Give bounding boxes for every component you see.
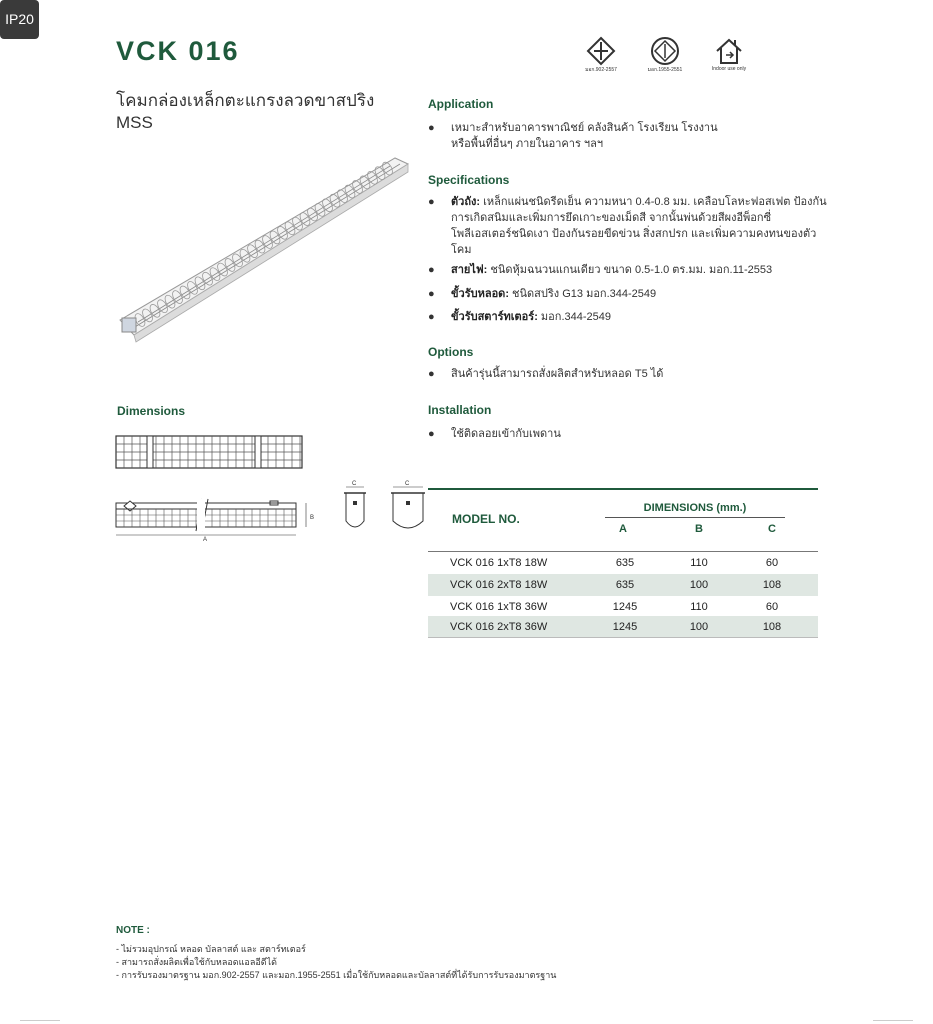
- table-row: [428, 596, 818, 618]
- product-subtitle: [116, 90, 416, 134]
- installation-text: ใช้ติดลอยเข้ากับเพดาน: [451, 428, 561, 440]
- spec-text: มอก.344-2549: [537, 311, 611, 323]
- specifications-heading: Specifications: [428, 173, 510, 187]
- end-view-double: [388, 475, 428, 537]
- table-bottom-rule: [428, 637, 818, 638]
- indoor-house-icon: [714, 36, 744, 66]
- list-item: ● ขั้วรับสตาร์ทเตอร์: มอก.344-2549: [428, 311, 611, 323]
- dim-c-label: C: [352, 481, 357, 487]
- subtitle-line: โคมกล่องเหล็กตะแกรงลวดขาสปริง: [116, 91, 375, 110]
- note-line: - การรับรองมาตรฐาน มอก.902-2557 และมอก.1955-2551 เมื่อใช้กับหลอดและบัลลาสต์ที่ได้รับการรับรองมาตรฐาน: [116, 970, 557, 980]
- col-a-header: A: [619, 523, 627, 535]
- tis-mark-badge: [578, 36, 624, 74]
- dimensions-header: DIMENSIONS (mm.): [643, 502, 747, 514]
- note-line: - ไม่รวมอุปกรณ์ หลอด บัลลาสต์ และ สตาร์ทเตอร์: [116, 944, 306, 954]
- col-c-header: C: [768, 523, 776, 535]
- page-edge-mark: [873, 1020, 913, 1021]
- table-top-rule: [428, 488, 818, 490]
- c-cell: 60: [765, 601, 779, 613]
- note-heading: NOTE :: [116, 925, 150, 936]
- b-cell: 100: [689, 579, 709, 591]
- dimensions-heading: Dimensions: [117, 404, 186, 418]
- a-cell: 635: [615, 579, 635, 591]
- model-cell: VCK 016 2xT8 36W: [450, 621, 548, 633]
- product-photo: [110, 150, 420, 350]
- model-cell: VCK 016 1xT8 36W: [450, 601, 548, 613]
- list-item: ● ขั้วรับหลอด: ชนิดสปริง G13 มอก.344-2549: [428, 288, 657, 300]
- table-row: [428, 552, 818, 574]
- options-heading: Options: [428, 345, 474, 359]
- subtitle-line: MSS: [116, 113, 153, 132]
- side-view-drawing: [110, 495, 325, 545]
- tis-mark-icon: [586, 36, 616, 66]
- list-item: ● ตัวถัง: เหล็กแผ่นชนิดรีดเย็น ความหนา 0.4-0.8 มม. เคลือบโลหะฟอสเฟต ป้องกันการเกิดสนิมและเพิ่มการยึดเกาะของเม็ดสี จากนั้นพ่นด้วยสีผงอีพ็อกซี่ โพลีเอสเตอร์ชนิดเงา ป้องกันรอยขีดข่วน สิ่งสกปรก และเพิ่มความคงทนของตัวโคม: [428, 196, 827, 256]
- dim-a-label: A: [203, 537, 208, 543]
- page-title: VCK 016: [116, 36, 240, 66]
- list-item: ● เหมาะสำหรับอาคารพาณิชย์ คลังสินค้า โรงเรียน โรงงาน หรือพื้นที่อื่นๆ ภายในอาคาร ฯลฯ: [428, 120, 728, 152]
- dim-c-label: C: [405, 481, 410, 487]
- c-cell: 108: [762, 579, 782, 591]
- end-view-single: [340, 475, 370, 537]
- c-cell: 108: [762, 621, 782, 633]
- top-view-drawing: [115, 435, 305, 470]
- note-line: - สามารถสั่งผลิตเพื่อใช้กับหลอดแอลอีดีได้: [116, 957, 277, 967]
- c-cell: 60: [765, 557, 779, 569]
- spec-label: ตัวถัง:: [451, 196, 481, 208]
- b-cell: 100: [689, 621, 709, 633]
- col-b-header: B: [695, 523, 703, 535]
- tis-circle-badge: [640, 36, 690, 74]
- application-heading: Application: [428, 97, 494, 111]
- list-item: ● สายไฟ: ชนิดหุ้มฉนวนแกนเดียว ขนาด 0.5-1.0 ตร.มม. มอก.11-2553: [428, 264, 773, 276]
- options-text: สินค้ารุ่นนี้สามารถสั่งผลิตสำหรับหลอด T5 ได้: [451, 368, 664, 380]
- indoor-badge: [704, 36, 754, 72]
- list-item: ● ใช้ติดลอยเข้ากับเพดาน: [428, 426, 828, 442]
- list-item: ● สินค้ารุ่นนี้สามารถสั่งผลิตสำหรับหลอด T5 ได้: [428, 366, 828, 382]
- spec-label: ขั้วรับหลอด:: [451, 288, 509, 300]
- b-cell: 110: [690, 601, 708, 613]
- spec-text: ชนิดสปริง G13 มอก.344-2549: [509, 288, 657, 300]
- page-edge-mark: [20, 1020, 60, 1021]
- a-cell: 1245: [612, 601, 638, 613]
- application-text: เหมาะสำหรับอาคารพาณิชย์ คลังสินค้า โรงเรียน โรงงาน หรือพื้นที่อื่นๆ ภายในอาคาร ฯลฯ: [451, 122, 718, 150]
- tis-mark-circle-icon: [650, 36, 680, 66]
- spec-text: ชนิดหุ้มฉนวนแกนเดียว ขนาด 0.5-1.0 ตร.มม. มอก.11-2553: [487, 264, 773, 276]
- badge-caption: มอก.902-2557: [585, 67, 617, 73]
- spec-label: ขั้วรับสตาร์ทเตอร์:: [451, 311, 538, 323]
- badge-caption: มอก.1955-2551: [647, 67, 683, 73]
- spec-label: สายไฟ:: [451, 264, 488, 276]
- table-row: [428, 574, 818, 596]
- b-cell: 110: [690, 557, 708, 569]
- spec-text: เหล็กแผ่นชนิดรีดเย็น ความหนา 0.4-0.8 มม. เคลือบโลหะฟอสเฟต ป้องกันการเกิดสนิมและเพิ่มการยึดเกาะของเม็ดสี จากนั้นพ่นด้วยสีผงอีพ็อกซี่ โพลีเอสเตอร์ชนิดเงา ป้องกันรอยขีดข่วน สิ่งสกปรก และเพิ่มความคงทนของตัวโคม: [451, 196, 827, 256]
- dim-b-label: B: [310, 515, 315, 521]
- model-cell: VCK 016 1xT8 18W: [450, 557, 548, 569]
- installation-heading: Installation: [428, 403, 492, 417]
- a-cell: 1245: [612, 621, 638, 633]
- badge-caption: Indoor use only: [711, 66, 747, 72]
- table-row: [428, 616, 818, 638]
- model-header: MODEL NO.: [452, 512, 520, 526]
- ip-rating-icon: IP20: [0, 0, 39, 39]
- model-cell: VCK 016 2xT8 18W: [450, 579, 548, 591]
- header-divider: [605, 517, 785, 518]
- a-cell: 635: [615, 557, 635, 569]
